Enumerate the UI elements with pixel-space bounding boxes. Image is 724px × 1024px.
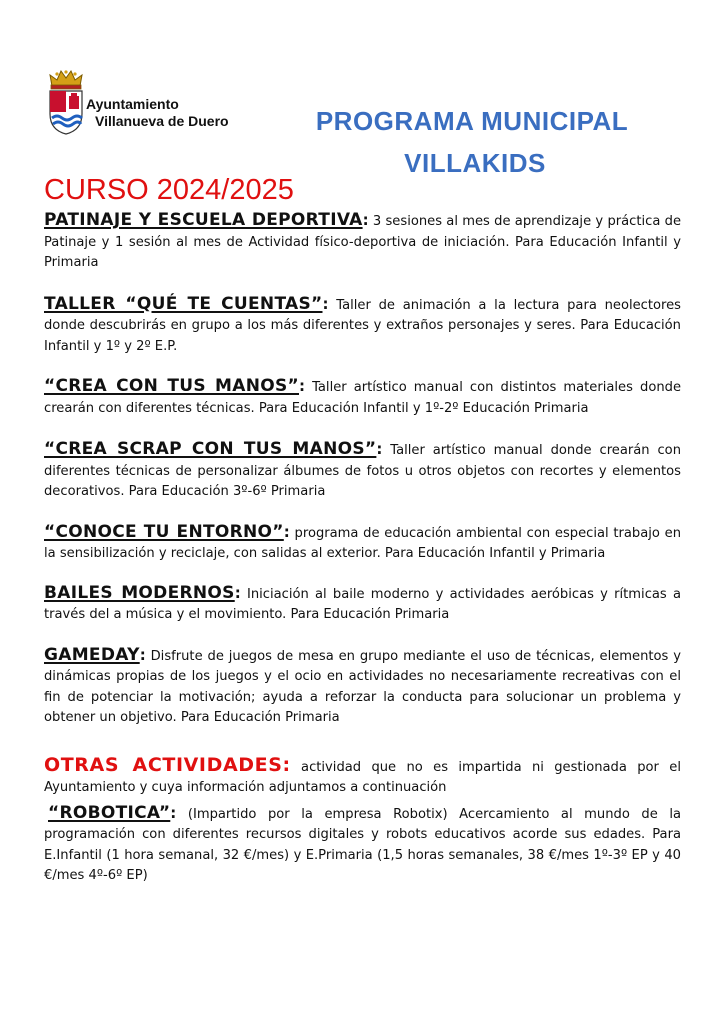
other-activities-description: actividad que no es impartida ni gestionada por el Ayuntamiento y cuya información adjuntamos a continuación xyxy=(44,759,681,795)
other-activities-title: OTRAS ACTIVIDADES: xyxy=(44,753,291,776)
activity-gameday: GAMEDAY: Disfrute de juegos de mesa en grupo mediante el uso de técnicas, elementos y dinámicas propias de los juegos y el ocio en actividades no necesariamente recreativas con el fin de potenciar la motivación; ayuda a reforzar la conducta para solucionar un problema y obtener un objetivo. Para Educación Primaria xyxy=(44,644,681,725)
activity-bailes-modernos: BAILES MODERNOS: Iniciación al baile moderno y actividades aeróbicas y rítmicas a través del a música y el movimiento. Para Educación Primaria xyxy=(44,582,681,622)
activity-description: Taller de animación a la lectura para neolectores donde descubrirás en grupo a los más diferentes y extraños personajes y seres. Para Educación Infantil y 1º y 2º E.P. xyxy=(44,297,681,354)
municipality-name xyxy=(86,96,229,130)
activity-title: “CREA SCRAP CON TUS MANOS” xyxy=(44,439,377,459)
activity-title: TALLER “QUÉ TE CUENTAS” xyxy=(44,293,323,314)
activity-title: “CREA CON TUS MANOS” xyxy=(44,376,299,396)
activity-taller-que-te-cuentas: TALLER “QUÉ TE CUENTAS”: Taller de animación a la lectura para neolectores donde descubrirás en grupo a los más diferentes y extraños personajes y seres. Para Educación Infantil y 1º y 2º E.P. xyxy=(44,293,681,354)
activities-list xyxy=(44,210,681,887)
activity-title: “CONOCE TU ENTORNO” xyxy=(44,521,284,542)
activity-description: Taller artístico manual con distintos materiales donde crearán con diferentes técnicas. Para Educación Infantil y 1º-2º Educación Primaria xyxy=(44,380,681,416)
other-activities xyxy=(44,755,681,799)
activity-description: 3 sesiones al mes de aprendizaje y práctica de Patinaje y 1 sesión al mes de Actividad físico-deportiva de iniciación. Para Educación Infantil y Primaria xyxy=(44,214,681,270)
activity-title: PATINAJE Y ESCUELA DEPORTIVA xyxy=(44,210,363,230)
activity-robotica: “ROBOTICA”: (Impartido por la empresa Robotix) Acercamiento al mundo de la programación con diferentes recursos digitales y robots educativos acorde sus edades. Para E.Infantil (1 hora semanal, 32 €/mes) y E.Primaria (1,5 horas semanales, 38 €/mes 1º-3º EP y 40 €/mes 4º-6º EP) xyxy=(44,802,681,883)
activity-crea-con-tus-manos: “CREA CON TUS MANOS”: Taller artístico manual con distintos materiales donde crearán con diferentes técnicas. Para Educación Infantil y 1º-2º Educación Primaria xyxy=(44,376,681,416)
org-line-1: Ayuntamiento xyxy=(86,96,179,112)
program-name: VILLAKIDS xyxy=(404,148,546,178)
activity-title: BAILES MODERNOS xyxy=(44,582,235,603)
program-title: PROGRAMA MUNICIPAL xyxy=(315,106,629,136)
activity-description: programa de educación ambiental con especial trabajo en la sensibilización y reciclaje, con salidas al exterior. Para Educación Infantil y Primaria xyxy=(44,525,682,561)
activity-description: Iniciación al baile moderno y actividades aeróbicas y rítmicas a través del a música y el movimiento. Para Educación Primaria xyxy=(44,586,681,622)
activity-conoce-tu-entorno: “CONOCE TU ENTORNO”: programa de educación ambiental con especial trabajo en la sensibilización y reciclaje, con salidas al exterior. Para Educación Infantil y Primaria xyxy=(44,521,682,561)
activity-crea-scrap: “CREA SCRAP CON TUS MANOS”: Taller artístico manual donde crearán con diferentes técnicas de personalizar álbumes de fotos u otros objetos con recortes y elementos decorativos. Para Educación 3º-6º Primaria xyxy=(44,439,681,499)
coat-of-arms-icon xyxy=(46,66,86,136)
activity-patinaje: PATINAJE Y ESCUELA DEPORTIVA: 3 sesiones al mes de aprendizaje y práctica de Patinaje y 1 sesión al mes de Actividad físico-deportiva de iniciación. Para Educación Infantil y Primaria xyxy=(44,210,681,270)
activity-title: GAMEDAY xyxy=(44,644,140,665)
org-line-2: Villanueva de Duero xyxy=(95,113,229,129)
course-title: CURSO 2024/2025 xyxy=(44,174,294,206)
activity-title: “ROBOTICA” xyxy=(48,802,171,823)
activity-description: Disfrute de juegos de mesa en grupo mediante el uso de técnicas, elementos y dinámicas propias de los juegos y el ocio en actividades no necesariamente recreativas con el fin de potenciar la motivación; ayuda a reforzar la conducta para solucionar un problema y obtener un objetivo. Para Educación Primaria xyxy=(44,648,681,725)
activity-description: Taller artístico manual donde crearán con diferentes técnicas de personalizar álbumes de fotos u otros objetos con recortes y elementos decorativos. Para Educación 3º-6º Primaria xyxy=(44,443,681,499)
activity-description: (Impartido por la empresa Robotix) Acercamiento al mundo de la programación con diferentes recursos digitales y robots educativos acorde sus edades. Para E.Infantil (1 hora semanal, 32 €/mes) y E.Primaria (1,5 horas semanales, 38 €/mes 1º-3º EP y 40 €/mes 4º-6º EP) xyxy=(44,806,681,883)
